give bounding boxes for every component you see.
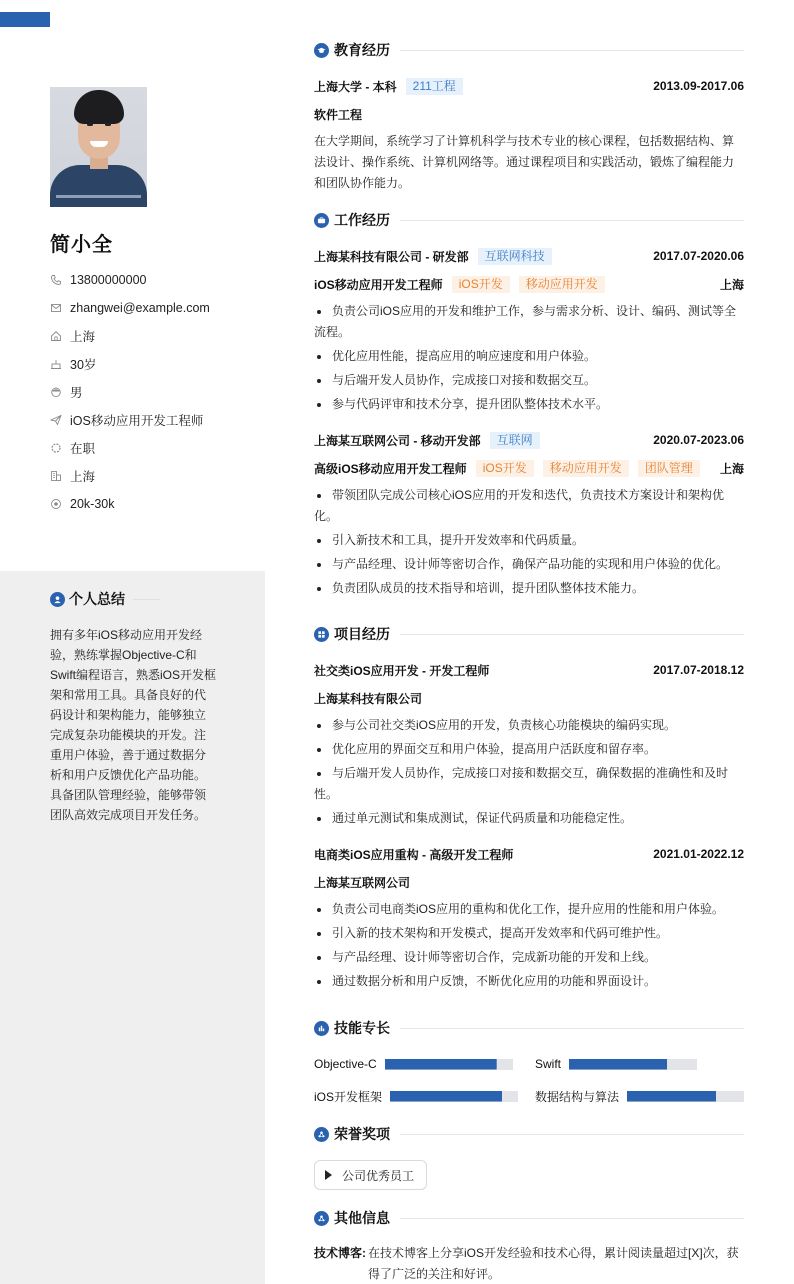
summary-text: 拥有多年iOS移动应用开发经验，熟练掌握Objective-C和Swift编程语言，熟悉iOS开发框架和常用工具。具备良好的代码设计和架构能力，能够独立完成复杂功能模块的开发。注重用户体验，善于通过数据分析和用户反馈优化产品功能。具备团队管理经验，能够带领团队高效完成项目开发任务。 (50, 628, 217, 822)
education-date: 2013.09-2017.06 (653, 79, 744, 93)
contact-info-list (50, 266, 210, 518)
user-icon (50, 592, 65, 607)
divider (400, 1028, 744, 1029)
age-text: 30岁 (70, 358, 97, 372)
list-item: 带领团队完成公司核心iOS应用的开发和迭代，负责技术方案设计和架构优化。 (314, 485, 744, 527)
building-icon (50, 470, 62, 482)
major: 软件工程 (314, 107, 363, 122)
divider (400, 1134, 744, 1135)
list-item: 引入新技术和工具，提升开发效率和代码质量。 (314, 530, 744, 551)
skill-name: Swift (535, 1057, 562, 1071)
job-city: 上海 (719, 461, 744, 476)
skill-tag: iOS开发 (452, 276, 510, 293)
divider (133, 599, 160, 600)
job-position: iOS移动应用开发工程师 (314, 277, 443, 292)
work-section-header (314, 210, 744, 230)
network-icon (314, 1211, 329, 1226)
job-1-header (314, 246, 744, 266)
project-2-header (314, 844, 744, 864)
divider (400, 220, 744, 221)
skills-title: 技能专长 (334, 1020, 390, 1036)
list-item: 引入新的技术架构和开发模式，提高开发效率和代码可维护性。 (314, 923, 744, 944)
bar-chart-icon (314, 1021, 329, 1036)
project-date: 2017.07-2018.12 (653, 663, 744, 677)
job-company: 上海某科技有限公司 - 研发部 (314, 249, 469, 264)
project-2-company-row (314, 872, 744, 892)
salary-icon (50, 498, 62, 510)
other-text: 在技术博客上分享iOS开发经验和技术心得，累计阅读量超过[X]次，获得了广泛的关注和好评。 (368, 1246, 739, 1281)
work-title: 工作经历 (334, 212, 390, 228)
work-city-text: 上海 (70, 470, 96, 484)
job-2-responsibilities (314, 485, 744, 602)
sidebar (0, 0, 265, 1284)
status-text: 在职 (70, 442, 96, 456)
job-1-responsibilities (314, 301, 744, 418)
job-1-position-row (314, 274, 744, 294)
skill-tag: iOS开发 (476, 460, 534, 477)
school-tag: 211工程 (406, 78, 463, 95)
project-date: 2021.01-2022.12 (653, 847, 744, 861)
position-text: iOS移动应用开发工程师 (70, 414, 204, 428)
skills-section-header (314, 1018, 744, 1038)
job-2-position-row (314, 458, 744, 478)
graduation-cap-icon (314, 43, 329, 58)
project-1-header (314, 660, 744, 680)
phone-text: 13800000000 (70, 273, 147, 287)
list-item: 负责公司电商类iOS应用的重构和优化工作，提升应用的性能和用户体验。 (314, 899, 744, 920)
info-position (50, 406, 210, 434)
project-1-details (314, 715, 744, 832)
email-text: zhangwei@example.com (70, 301, 210, 315)
info-salary (50, 490, 210, 518)
project-name: 电商类iOS应用重构 - 高级开发工程师 (314, 847, 514, 862)
other-label: 技术博客: (314, 1246, 366, 1260)
job-date: 2020.07-2023.06 (653, 433, 744, 447)
info-gender (50, 378, 210, 406)
phone-icon (50, 274, 62, 286)
skill-tag: 团队管理 (638, 460, 700, 477)
education-header-row (314, 76, 744, 96)
skill-objective-c (314, 1056, 513, 1072)
awards-title: 荣誉奖项 (334, 1126, 390, 1142)
divider (400, 1218, 744, 1219)
list-item: 与产品经理、设计师等密切合作，完成新功能的开发和上线。 (314, 947, 744, 968)
status-icon (50, 442, 62, 454)
awards-section-header (314, 1124, 744, 1144)
projects-section-header (314, 624, 744, 644)
award-name: 公司优秀员工 (342, 1168, 415, 1183)
job-2-header (314, 430, 744, 450)
info-email (50, 294, 210, 322)
other-section-header (314, 1208, 744, 1228)
list-item: 与产品经理、设计师等密切合作，确保产品功能的实现和用户体验的优化。 (314, 554, 744, 575)
other-title: 其他信息 (334, 1210, 390, 1226)
project-name: 社交类iOS应用开发 - 开发工程师 (314, 663, 490, 678)
skill-name: Objective-C (314, 1057, 377, 1071)
skill-name: 数据结构与算法 (535, 1089, 620, 1104)
skill-swift (535, 1056, 697, 1072)
summary-title: 个人总结 (69, 591, 125, 607)
skill-progress-bar (569, 1059, 697, 1070)
skill-name: iOS开发框架 (314, 1089, 383, 1104)
skill-data-structures (535, 1088, 744, 1104)
project-company: 上海某互联网公司 (314, 875, 411, 890)
skill-tag: 移动应用开发 (519, 276, 605, 293)
skill-tag: 移动应用开发 (543, 460, 629, 477)
list-item: 优化应用性能，提高应用的响应速度和用户体验。 (314, 346, 744, 367)
education-section-header (314, 40, 744, 60)
list-item: 负责公司iOS应用的开发和维护工作，参与需求分析、设计、编码、测试等全流程。 (314, 301, 744, 343)
project-1-company-row (314, 688, 744, 708)
home-icon (50, 330, 62, 342)
school-name: 上海大学 - 本科 (314, 79, 397, 94)
project-2-details (314, 899, 744, 995)
send-icon (50, 414, 62, 426)
cake-icon (50, 358, 62, 370)
salary-text: 20k-30k (70, 497, 115, 511)
briefcase-icon (314, 213, 329, 228)
industry-tag: 互联网科技 (478, 248, 552, 265)
location-text: 上海 (70, 330, 96, 344)
award-icon (314, 1127, 329, 1142)
candidate-name: 简小全 (50, 234, 113, 256)
info-status (50, 434, 210, 462)
education-description: 在大学期间，系统学习了计算机科学与技术专业的核心课程，包括数据结构、算法设计、操作系统、计算机网络等。通过课程项目和实践活动，锻炼了编程能力和团队协作能力。 (314, 134, 735, 190)
info-work-city (50, 462, 210, 490)
info-location (50, 322, 210, 350)
summary-section-header (50, 589, 160, 609)
industry-tag: 互联网 (490, 432, 540, 449)
projects-title: 项目经历 (334, 626, 390, 642)
skill-progress-bar (627, 1091, 744, 1102)
triangle-right-icon (325, 1170, 332, 1180)
job-city: 上海 (719, 277, 744, 292)
info-phone (50, 266, 210, 294)
gender-icon (50, 386, 62, 398)
skill-progress-bar (390, 1091, 518, 1102)
mail-icon (50, 302, 62, 314)
education-title: 教育经历 (334, 42, 390, 58)
skill-progress-bar (385, 1059, 513, 1070)
education-major-row (314, 104, 744, 124)
list-item: 参与公司社交类iOS应用的开发，负责核心功能模块的编码实现。 (314, 715, 744, 736)
list-item: 负责团队成员的技术指导和培训，提升团队整体技术能力。 (314, 578, 744, 599)
info-age (50, 350, 210, 378)
divider (400, 50, 744, 51)
skill-ios-framework (314, 1088, 518, 1104)
list-item: 与后端开发人员协作，完成接口对接和数据交互。 (314, 370, 744, 391)
list-item: 通过数据分析和用户反馈，不断优化应用的功能和界面设计。 (314, 971, 744, 992)
avatar (50, 87, 147, 207)
other-info-row (314, 1243, 744, 1284)
list-item: 与后端开发人员协作，完成接口对接和数据交互，确保数据的准确性和及时性。 (314, 763, 744, 805)
award-item (314, 1160, 427, 1190)
gender-text: 男 (70, 386, 83, 400)
list-item: 参与代码评审和技术分享，提升团队整体技术水平。 (314, 394, 744, 415)
list-item: 优化应用的界面交互和用户体验，提高用户活跃度和留存率。 (314, 739, 744, 760)
job-date: 2017.07-2020.06 (653, 249, 744, 263)
project-company: 上海某科技有限公司 (314, 691, 423, 706)
divider (400, 634, 744, 635)
job-company: 上海某互联网公司 - 移动开发部 (314, 433, 481, 448)
grid-icon (314, 627, 329, 642)
list-item: 通过单元测试和集成测试，保证代码质量和功能稳定性。 (314, 808, 744, 829)
job-position: 高级iOS移动应用开发工程师 (314, 461, 467, 476)
